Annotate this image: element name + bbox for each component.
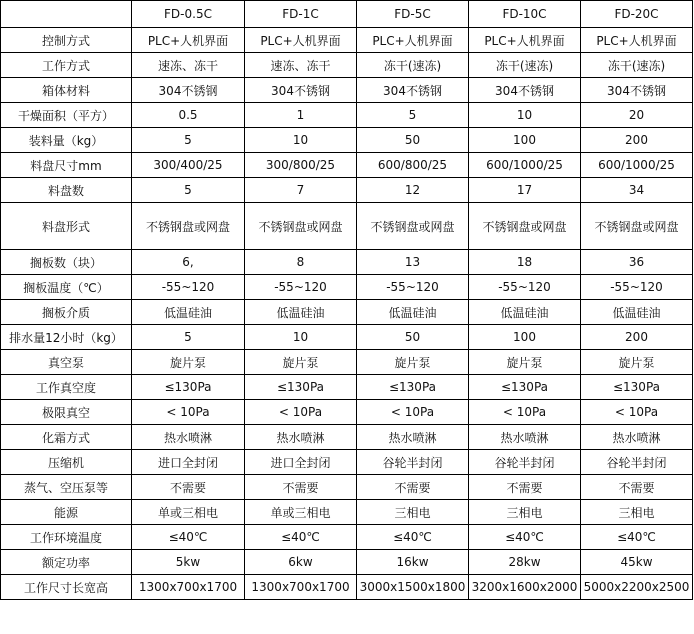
table-row <box>1 250 693 275</box>
table-cell: 谷轮半封闭 <box>469 450 581 475</box>
table-cell: 36 <box>581 250 693 275</box>
table-cell: < 10Pa <box>245 400 357 425</box>
table-cell: 不锈钢盘或网盘 <box>357 203 469 250</box>
row-label: 装料量（kg） <box>1 128 132 153</box>
row-label: 工作真空度 <box>1 375 132 400</box>
table-cell: 速冻、冻干 <box>132 53 245 78</box>
table-cell: 1300x700x1700 <box>245 575 357 600</box>
table-cell: 17 <box>469 178 581 203</box>
row-label: 工作方式 <box>1 53 132 78</box>
table-row <box>1 178 693 203</box>
table-cell: 304不锈钢 <box>469 78 581 103</box>
row-label: 搁板数（块） <box>1 250 132 275</box>
table-cell: 10 <box>245 128 357 153</box>
header-row <box>1 1 693 28</box>
table-cell: 单或三相电 <box>245 500 357 525</box>
table-cell: 不需要 <box>357 475 469 500</box>
row-label: 能源 <box>1 500 132 525</box>
table-cell: PLC+人机界面 <box>581 28 693 53</box>
table-row <box>1 275 693 300</box>
table-cell: ≤40℃ <box>581 525 693 550</box>
spec-table-body <box>1 28 693 600</box>
table-cell: 100 <box>469 128 581 153</box>
table-cell: < 10Pa <box>132 400 245 425</box>
table-cell: 速冻、冻干 <box>245 53 357 78</box>
table-cell: 6kw <box>245 550 357 575</box>
table-cell: 热水喷淋 <box>357 425 469 450</box>
table-row <box>1 425 693 450</box>
table-cell: 100 <box>469 325 581 350</box>
table-cell: 不需要 <box>245 475 357 500</box>
row-label: 工作环境温度 <box>1 525 132 550</box>
table-cell: 不锈钢盘或网盘 <box>245 203 357 250</box>
table-cell: 16kw <box>357 550 469 575</box>
table-cell: 600/800/25 <box>357 153 469 178</box>
row-label: 额定功率 <box>1 550 132 575</box>
table-cell: 304不锈钢 <box>245 78 357 103</box>
table-row <box>1 450 693 475</box>
table-row <box>1 550 693 575</box>
table-cell: 300/800/25 <box>245 153 357 178</box>
table-cell: 28kw <box>469 550 581 575</box>
table-cell: 304不锈钢 <box>581 78 693 103</box>
table-row <box>1 103 693 128</box>
table-row <box>1 350 693 375</box>
table-cell: ≤130Pa <box>132 375 245 400</box>
table-cell: 3000x1500x1800 <box>357 575 469 600</box>
table-cell: 三相电 <box>581 500 693 525</box>
row-label: 干燥面积（平方） <box>1 103 132 128</box>
model-header: FD-5C <box>357 1 469 28</box>
table-cell: ≤40℃ <box>357 525 469 550</box>
table-cell: 5 <box>132 178 245 203</box>
table-cell: 1 <box>245 103 357 128</box>
table-row <box>1 153 693 178</box>
table-cell: 10 <box>469 103 581 128</box>
table-cell: ≤40℃ <box>469 525 581 550</box>
table-cell: 5 <box>357 103 469 128</box>
table-cell: 三相电 <box>469 500 581 525</box>
table-cell: 20 <box>581 103 693 128</box>
table-cell: 5 <box>132 325 245 350</box>
table-cell: 进口全封闭 <box>132 450 245 475</box>
table-cell: 10 <box>245 325 357 350</box>
table-cell: ≤130Pa <box>357 375 469 400</box>
model-header: FD-10C <box>469 1 581 28</box>
table-row <box>1 28 693 53</box>
table-cell: 600/1000/25 <box>469 153 581 178</box>
table-cell: ≤40℃ <box>132 525 245 550</box>
table-cell: 34 <box>581 178 693 203</box>
table-cell: 低温硅油 <box>132 300 245 325</box>
table-cell: 不需要 <box>469 475 581 500</box>
table-cell: -55~120 <box>469 275 581 300</box>
row-label: 排水量12小时（kg） <box>1 325 132 350</box>
table-cell: 5000x2200x2500 <box>581 575 693 600</box>
table-cell: PLC+人机界面 <box>357 28 469 53</box>
row-label: 料盘形式 <box>1 203 132 250</box>
row-label: 真空泵 <box>1 350 132 375</box>
row-label: 压缩机 <box>1 450 132 475</box>
table-cell: 旋片泵 <box>357 350 469 375</box>
table-cell: -55~120 <box>245 275 357 300</box>
table-cell: 谷轮半封闭 <box>357 450 469 475</box>
table-row <box>1 475 693 500</box>
table-row <box>1 53 693 78</box>
row-label: 搁板温度（℃） <box>1 275 132 300</box>
table-cell: 冻干(速冻) <box>581 53 693 78</box>
table-row <box>1 203 693 250</box>
table-cell: 50 <box>357 128 469 153</box>
table-cell: 18 <box>469 250 581 275</box>
table-cell: 低温硅油 <box>245 300 357 325</box>
table-cell: 不锈钢盘或网盘 <box>132 203 245 250</box>
row-label: 料盘尺寸mm <box>1 153 132 178</box>
table-cell: ≤130Pa <box>581 375 693 400</box>
table-cell: 304不锈钢 <box>132 78 245 103</box>
row-label: 极限真空 <box>1 400 132 425</box>
row-label: 搁板介质 <box>1 300 132 325</box>
table-cell: 5 <box>132 128 245 153</box>
table-cell: 热水喷淋 <box>132 425 245 450</box>
table-row <box>1 525 693 550</box>
table-cell: 进口全封闭 <box>245 450 357 475</box>
table-cell: ≤130Pa <box>469 375 581 400</box>
table-cell: 600/1000/25 <box>581 153 693 178</box>
table-cell: ≤130Pa <box>245 375 357 400</box>
table-cell: 45kw <box>581 550 693 575</box>
table-cell: 不锈钢盘或网盘 <box>581 203 693 250</box>
table-cell: 热水喷淋 <box>469 425 581 450</box>
table-cell: 谷轮半封闭 <box>581 450 693 475</box>
corner-cell <box>1 1 132 28</box>
table-cell: -55~120 <box>581 275 693 300</box>
table-cell: 5kw <box>132 550 245 575</box>
table-cell: 旋片泵 <box>469 350 581 375</box>
table-cell: -55~120 <box>357 275 469 300</box>
model-header: FD-0.5C <box>132 1 245 28</box>
table-cell: 0.5 <box>132 103 245 128</box>
table-row <box>1 500 693 525</box>
table-row <box>1 400 693 425</box>
table-row <box>1 375 693 400</box>
table-cell: 三相电 <box>357 500 469 525</box>
table-cell: 低温硅油 <box>469 300 581 325</box>
table-cell: 1300x700x1700 <box>132 575 245 600</box>
table-cell: 不需要 <box>132 475 245 500</box>
table-cell: 3200x1600x2000 <box>469 575 581 600</box>
table-cell: PLC+人机界面 <box>469 28 581 53</box>
table-row <box>1 300 693 325</box>
table-cell: ≤40℃ <box>245 525 357 550</box>
table-cell: 旋片泵 <box>245 350 357 375</box>
table-cell: 12 <box>357 178 469 203</box>
table-cell: PLC+人机界面 <box>132 28 245 53</box>
model-header: FD-1C <box>245 1 357 28</box>
table-cell: 旋片泵 <box>132 350 245 375</box>
table-cell: 200 <box>581 325 693 350</box>
table-cell: 热水喷淋 <box>581 425 693 450</box>
table-cell: 单或三相电 <box>132 500 245 525</box>
table-cell: < 10Pa <box>581 400 693 425</box>
model-header: FD-20C <box>581 1 693 28</box>
table-cell: < 10Pa <box>469 400 581 425</box>
row-label: 工作尺寸长宽高 <box>1 575 132 600</box>
table-cell: PLC+人机界面 <box>245 28 357 53</box>
table-cell: 200 <box>581 128 693 153</box>
table-cell: -55~120 <box>132 275 245 300</box>
table-cell: 冻干(速冻) <box>357 53 469 78</box>
table-row <box>1 325 693 350</box>
table-row <box>1 78 693 103</box>
table-cell: 8 <box>245 250 357 275</box>
row-label: 料盘数 <box>1 178 132 203</box>
table-row <box>1 128 693 153</box>
table-cell: 旋片泵 <box>581 350 693 375</box>
table-cell: 300/400/25 <box>132 153 245 178</box>
table-cell: 304不锈钢 <box>357 78 469 103</box>
table-row <box>1 575 693 600</box>
row-label: 箱体材料 <box>1 78 132 103</box>
row-label: 控制方式 <box>1 28 132 53</box>
table-cell: 7 <box>245 178 357 203</box>
table-cell: 不锈钢盘或网盘 <box>469 203 581 250</box>
row-label: 化霜方式 <box>1 425 132 450</box>
table-cell: 冻干(速冻) <box>469 53 581 78</box>
table-cell: 低温硅油 <box>357 300 469 325</box>
row-label: 蒸气、空压泵等 <box>1 475 132 500</box>
table-cell: 6, <box>132 250 245 275</box>
table-cell: 50 <box>357 325 469 350</box>
table-cell: 低温硅油 <box>581 300 693 325</box>
table-cell: 不需要 <box>581 475 693 500</box>
table-cell: 热水喷淋 <box>245 425 357 450</box>
table-cell: < 10Pa <box>357 400 469 425</box>
table-cell: 13 <box>357 250 469 275</box>
